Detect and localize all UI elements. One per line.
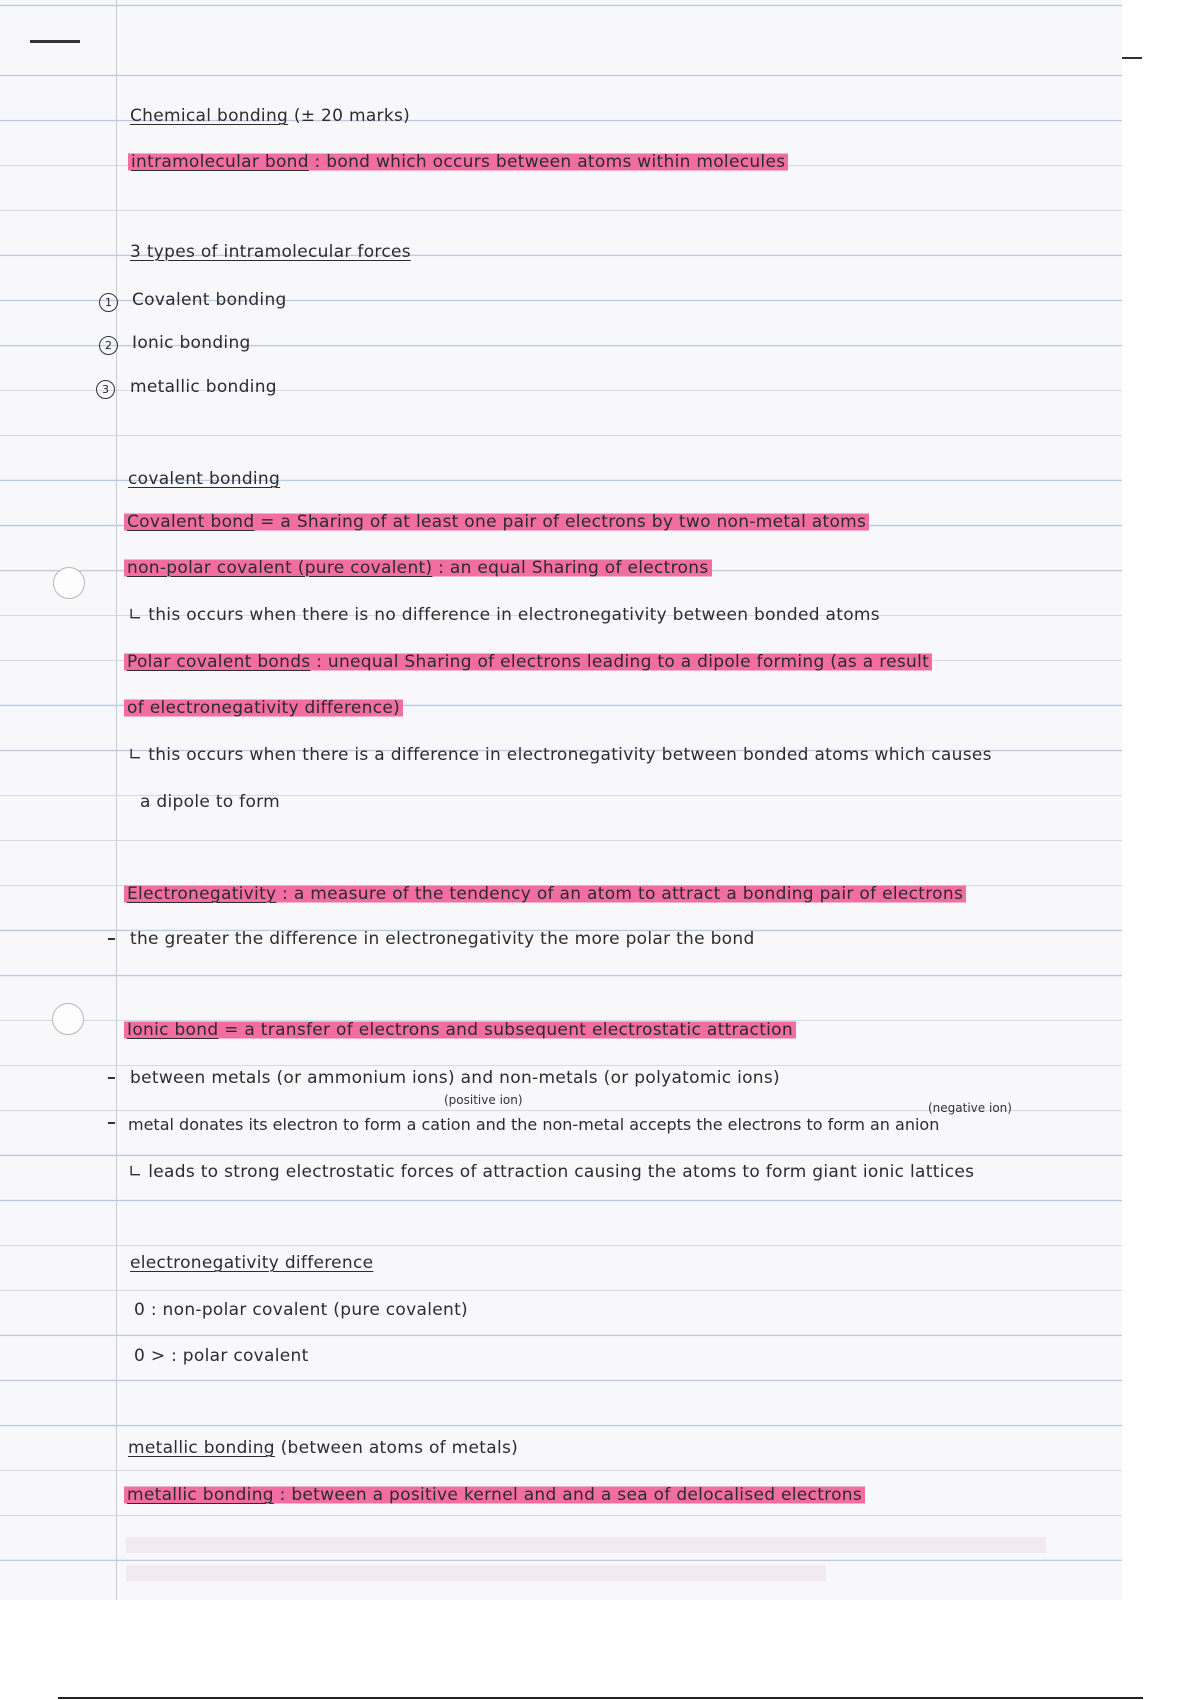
polar-note-2: a dipole to form <box>140 792 281 812</box>
bottom-rule <box>58 1697 1143 1699</box>
page-title-line <box>130 106 410 126</box>
polar-definition-line-2 <box>124 698 403 718</box>
intramolecular-text: : bond which occurs between atoms within molecules <box>314 152 786 172</box>
ionic-text: = a transfer of electrons and subsequent electrostatic attraction <box>224 1020 793 1040</box>
list-number: 3 <box>96 380 115 399</box>
polar-note-1: this occurs when there is a difference in electronegativity between bonded atoms which causes <box>148 745 992 765</box>
list-item: metallic bonding <box>130 377 277 397</box>
punch-hole <box>53 567 85 599</box>
margin-line <box>116 0 117 1600</box>
en-difference-row-2: 0 > : polar covalent <box>134 1346 309 1366</box>
bullet-dash <box>108 1077 115 1079</box>
covalent-bond-term: Covalent bond <box>127 512 255 532</box>
list-item: Ionic bonding <box>132 333 251 353</box>
faded-text-line <box>126 1565 826 1581</box>
polar-term: Polar covalent bonds <box>127 652 311 672</box>
types-heading-line <box>130 242 411 262</box>
covalent-heading: covalent bonding <box>128 469 281 489</box>
metallic-term: metallic bonding <box>127 1485 274 1505</box>
polar-text-1: : unequal Sharing of electrons leading to a dipole forming (as a result <box>316 652 930 672</box>
punch-hole <box>52 1003 84 1035</box>
list-number: 1 <box>99 293 118 312</box>
ionic-point-3-line <box>128 1162 974 1182</box>
polar-note-line-1 <box>128 745 992 765</box>
intramolecular-term: intramolecular bond <box>131 152 309 172</box>
types-heading: 3 types of intramolecular forces <box>130 242 411 262</box>
electronegativity-definition <box>124 884 966 904</box>
polar-definition-line-1 <box>124 652 932 672</box>
ionic-point-1: between metals (or ammonium ions) and non-metals (or polyatomic ions) <box>130 1068 780 1088</box>
electronegativity-term: Electronegativity <box>127 884 277 904</box>
electronegativity-note: the greater the difference in electronegativity the more polar the bond <box>130 929 755 949</box>
en-difference-row-1: 0 : non-polar covalent (pure covalent) <box>134 1300 468 1320</box>
faded-text-line <box>126 1537 1046 1553</box>
covalent-bond-text: = a Sharing of at least one pair of electrons by two non-metal atoms <box>260 512 867 532</box>
top-dash-mark <box>30 40 80 43</box>
metallic-heading-line <box>128 1438 518 1458</box>
intramolecular-definition <box>128 152 788 172</box>
ionic-point-2: metal donates its electron to form a cation and the non-metal accepts the electrons to form an anion <box>128 1115 940 1134</box>
edge-dash-mark <box>1122 57 1142 59</box>
covalent-heading-line <box>128 469 280 489</box>
metallic-heading-note: (between atoms of metals) <box>280 1438 519 1458</box>
metallic-heading: metallic bonding <box>128 1438 275 1458</box>
covalent-bond-definition <box>124 512 869 532</box>
bullet-dash <box>108 938 115 940</box>
ionic-term: Ionic bond <box>127 1020 219 1040</box>
en-difference-heading-line <box>130 1253 373 1273</box>
polar-text-2: of electronegativity difference) <box>124 698 403 718</box>
metallic-definition <box>124 1485 865 1505</box>
ionic-definition <box>124 1020 796 1040</box>
list-number: 2 <box>99 336 118 355</box>
electronegativity-text: : a measure of the tendency of an atom to attract a bonding pair of electrons <box>282 884 964 904</box>
arrow-icon: ∟ <box>128 605 143 625</box>
metallic-text: : between a positive kernel and and a sea of delocalised electrons <box>279 1485 863 1505</box>
positive-ion-annotation: (positive ion) <box>444 1093 523 1107</box>
nonpolar-term: non-polar covalent (pure covalent) <box>127 558 433 578</box>
ionic-point-3: leads to strong electrostatic forces of attraction causing the atoms to form giant ionic lattices <box>148 1162 975 1182</box>
arrow-icon: ∟ <box>128 745 143 765</box>
nonpolar-text: : an equal Sharing of electrons <box>438 558 709 578</box>
page-title: Chemical bonding <box>130 106 289 126</box>
nonpolar-note-line <box>128 605 880 625</box>
en-difference-heading: electronegativity difference <box>130 1253 374 1273</box>
negative-ion-annotation: (negative ion) <box>928 1101 1012 1115</box>
arrow-icon: ∟ <box>128 1162 143 1182</box>
list-item: Covalent bonding <box>132 290 287 310</box>
nonpolar-definition <box>124 558 712 578</box>
nonpolar-note: this occurs when there is no difference in electronegativity between bonded atoms <box>148 605 880 625</box>
bullet-dash <box>108 1122 115 1124</box>
page-title-note: (± 20 marks) <box>293 106 411 126</box>
